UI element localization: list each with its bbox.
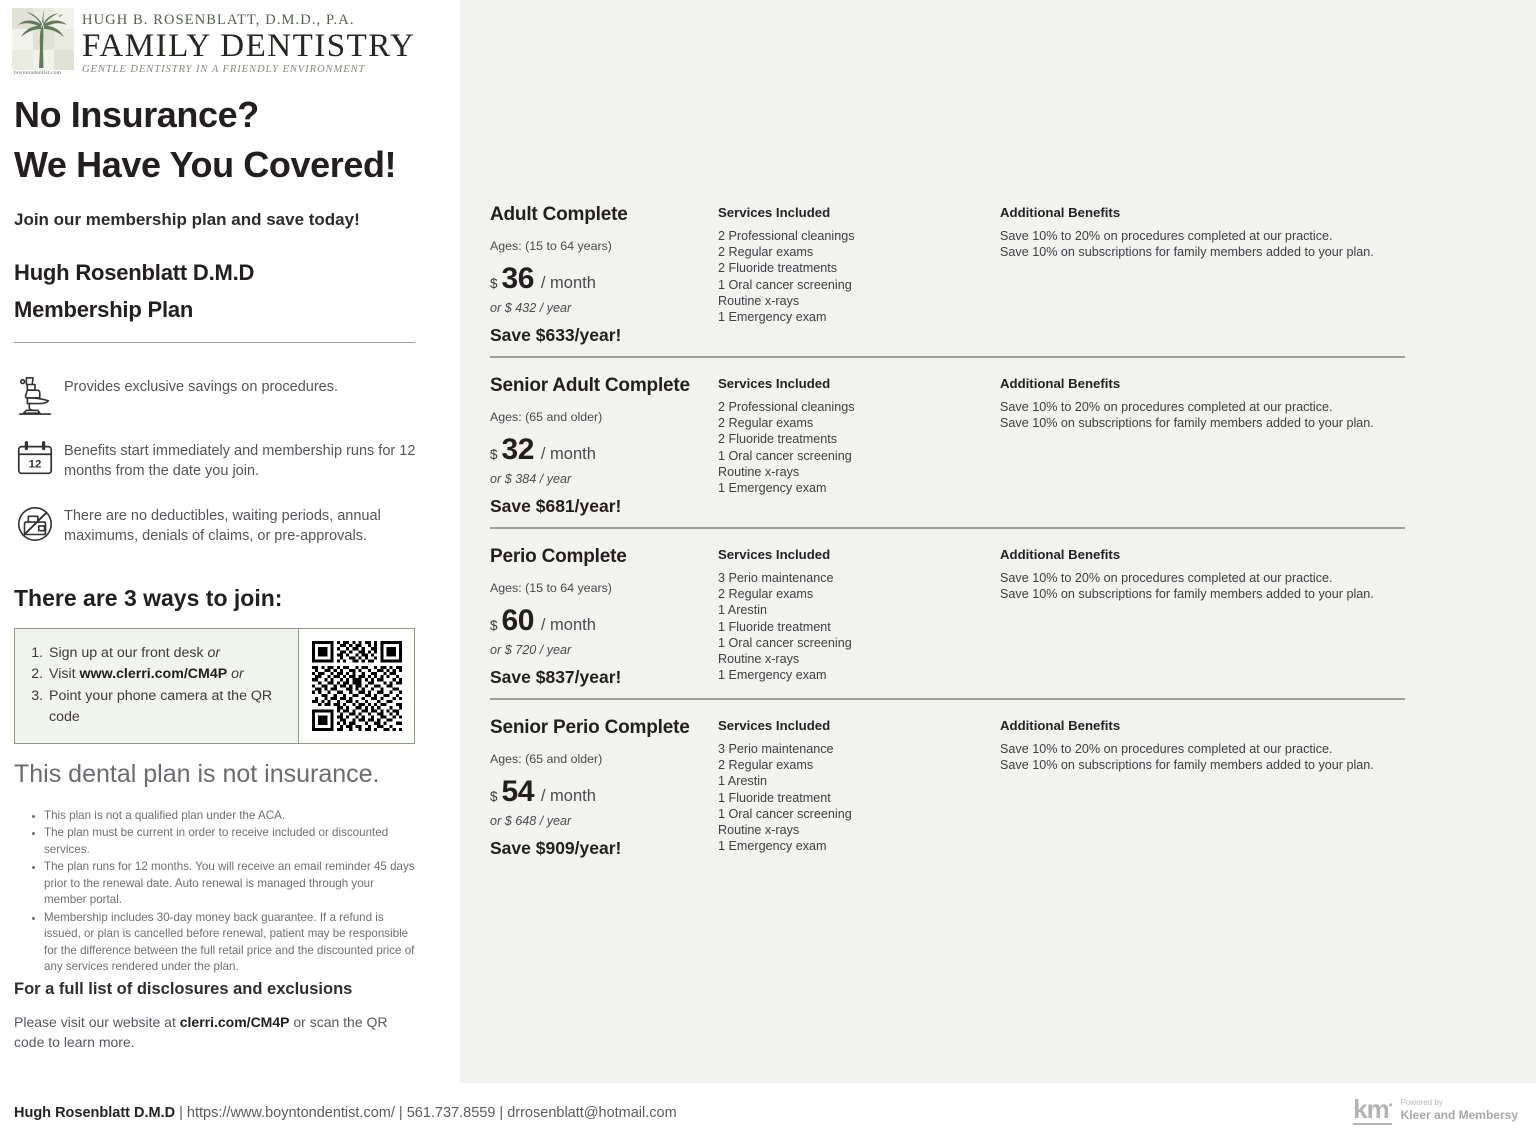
svg-text:12: 12 [28, 458, 42, 471]
service-item: 1 Fluoride treatment [718, 619, 831, 634]
disclaimer-bullet: • The plan must be current in order to receive included or discounted services. [44, 825, 418, 858]
currency-symbol: $ [490, 788, 498, 804]
left-column [0, 0, 460, 1083]
services-header: Services Included [718, 376, 831, 391]
dental-chair-icon [14, 372, 64, 416]
plan-savings: Save $681/year! [490, 495, 622, 516]
benefit-item: Save 10% on subscriptions for family members added to your plan. [1000, 587, 1374, 602]
benefit-item: Save 10% to 20% on procedures completed at our practice. [1000, 571, 1333, 585]
disclaimer-bullet: • The plan runs for 12 months. You will receive an email reminder 45 days prior to the renewal date. Auto renewal is managed through your member portal. [44, 859, 418, 908]
disclaimer-list [18, 808, 418, 977]
km-company-name: Kleer and Membersy [1400, 1107, 1518, 1122]
divider-under-plan-title [14, 342, 415, 343]
services-column [718, 718, 988, 855]
services-column [718, 205, 988, 325]
plans-panel-background [460, 0, 1536, 1083]
service-item: 1 Arestin [718, 603, 768, 618]
plan-yearly-price: or $ 648 / year [490, 813, 572, 828]
plan-name: Adult Complete [490, 204, 628, 225]
benefits-column [1000, 205, 1405, 260]
headline-line-2: We Have You Covered! [14, 144, 397, 185]
feature-list [14, 372, 424, 566]
ways-to-join-heading: There are 3 ways to join: [14, 585, 283, 611]
plan-name: Senior Perio Complete [490, 717, 690, 738]
plan-savings: Save $909/year! [490, 837, 622, 858]
plan-yearly-price: or $ 384 / year [490, 471, 572, 486]
service-item: Routine x-rays [718, 464, 800, 479]
plan-monthly-price: 36 [501, 261, 534, 295]
logo-family-dentistry: FAMILY DENTISTRY [82, 28, 416, 64]
service-item: 2 Regular exams [718, 587, 814, 602]
km-branding [1353, 1096, 1518, 1125]
feature-item [14, 436, 424, 481]
service-item: 2 Regular exams [718, 416, 814, 431]
service-item: 1 Oral cancer screening [718, 448, 852, 463]
feature-item [14, 501, 424, 546]
currency-symbol: $ [490, 617, 498, 633]
service-item: 2 Professional cleanings [718, 400, 855, 414]
plan-ages: Ages: (65 and older) [490, 751, 603, 766]
plan-savings: Save $837/year! [490, 666, 622, 687]
join-steps [15, 629, 298, 743]
practice-logo [12, 8, 415, 78]
plan-ages: Ages: (65 and older) [490, 409, 603, 424]
service-item: 1 Oral cancer screening [718, 635, 852, 650]
plan-price-row [490, 432, 705, 466]
plan-yearly-price: or $ 432 / year [490, 300, 572, 315]
feature-text: There are no deductibles, waiting periods, annual maximums, denials of claims, or pre-approvals. [64, 508, 381, 544]
service-item: 1 Oral cancer screening [718, 806, 852, 821]
benefit-item: Save 10% on subscriptions for family members added to your plan. [1000, 416, 1374, 431]
services-header: Services Included [718, 547, 831, 562]
join-step-3: 3. Point your phone camera at the QR code [47, 686, 298, 729]
service-item: 1 Arestin [718, 774, 768, 789]
plan-yearly-price: or $ 720 / year [490, 642, 572, 657]
plan-divider [490, 356, 1405, 358]
full-disclosures-heading: For a full list of disclosures and exclusions [14, 980, 353, 998]
feature-text: Benefits start immediately and membership runs for 12 months from the date you join. [64, 443, 416, 479]
benefit-item: Save 10% to 20% on procedures completed at our practice. [1000, 400, 1333, 414]
currency-symbol: $ [490, 275, 498, 291]
plan-monthly-price: 54 [501, 774, 534, 808]
service-item: 1 Emergency exam [718, 481, 827, 496]
service-item: 1 Emergency exam [718, 310, 827, 325]
service-item: 1 Emergency exam [718, 839, 827, 854]
service-item: 2 Fluoride treatments [718, 432, 837, 447]
logo-practice-name: HUGH B. ROSENBLATT, D.M.D., P.A. [82, 12, 355, 28]
footer-contact [14, 1105, 677, 1121]
calendar-12-icon [14, 436, 64, 480]
benefit-item: Save 10% to 20% on procedures completed at our practice. [1000, 229, 1333, 243]
palm-tree-logo-icon [12, 8, 74, 78]
benefit-item: Save 10% on subscriptions for family members added to your plan. [1000, 758, 1374, 773]
plan-ages: Ages: (15 to 64 years) [490, 580, 612, 595]
service-item: 3 Perio maintenance [718, 742, 834, 756]
benefit-item: Save 10% on subscriptions for family members added to your plan. [1000, 245, 1374, 260]
per-month-label: / month [540, 615, 596, 634]
plan-summary-column [490, 547, 705, 688]
plan-divider [490, 698, 1405, 700]
plan-savings: Save $633/year! [490, 324, 622, 345]
benefits-header: Additional Benefits [1000, 205, 1121, 220]
plan-price-row [490, 774, 705, 808]
qr-code-cell[interactable] [298, 629, 414, 743]
benefits-header: Additional Benefits [1000, 718, 1121, 733]
plan-price-row [490, 261, 705, 295]
feature-item [14, 372, 424, 416]
per-month-label: / month [540, 444, 596, 463]
no-claims-icon [14, 501, 64, 545]
per-month-label: / month [540, 273, 596, 292]
benefits-column [1000, 547, 1405, 602]
service-item: Routine x-rays [718, 293, 800, 308]
service-item: Routine x-rays [718, 652, 800, 667]
benefits-header: Additional Benefits [1000, 547, 1121, 562]
join-instructions-box [14, 628, 415, 744]
per-month-label: / month [540, 786, 596, 805]
plan-monthly-price: 60 [501, 603, 534, 637]
disclaimer-bullet: • This plan is not a qualified plan under the ACA. [44, 808, 418, 824]
services-header: Services Included [718, 718, 831, 733]
benefits-column [1000, 376, 1405, 431]
visit-post: or scan the QR code to learn more. [14, 1014, 388, 1051]
logo-website-text: boyntondentist.com [14, 70, 62, 76]
plan-monthly-price: 32 [501, 432, 534, 466]
plan-summary-column [490, 205, 705, 346]
qr-code-icon[interactable] [312, 641, 402, 731]
headline-line-1: No Insurance? [14, 94, 259, 135]
plan-name: Perio Complete [490, 546, 627, 567]
km-logo-icon: km• [1353, 1094, 1392, 1124]
visit-website-text [14, 1012, 414, 1053]
service-item: 2 Professional cleanings [718, 229, 855, 243]
benefits-column [1000, 718, 1405, 773]
km-powered-by: Powered by [1400, 1097, 1443, 1107]
service-item: 3 Perio maintenance [718, 571, 834, 585]
km-branding-text [1401, 1099, 1518, 1122]
visit-url[interactable]: clerri.com/CM4P [179, 1014, 290, 1030]
services-column [718, 376, 988, 496]
plan-ages: Ages: (15 to 64 years) [490, 238, 612, 253]
feature-text: Provides exclusive savings on procedures. [64, 379, 339, 395]
service-item: Routine x-rays [718, 823, 800, 838]
subheadline: Join our membership plan and save today! [14, 210, 360, 229]
services-column [718, 547, 988, 684]
benefits-header: Additional Benefits [1000, 376, 1121, 391]
plan-title-line-2: Membership Plan [14, 297, 194, 322]
plan-price-row [490, 603, 705, 637]
services-header: Services Included [718, 205, 831, 220]
disclaimer-bullet: • Membership includes 30-day money back guarantee. If a refund is issued, or plan is cancelled before renewal, patient may be responsible for the difference between the full retail price and the discounted price of any services rendered under the plan. [44, 910, 418, 976]
service-item: 1 Fluoride treatment [718, 790, 831, 805]
currency-symbol: $ [490, 446, 498, 462]
plan-summary-column [490, 376, 705, 517]
plan-title-line-1: Hugh Rosenblatt D.M.D [14, 260, 255, 285]
plan-divider [490, 527, 1405, 529]
footer-doctor-name: Hugh Rosenblatt D.M.D [14, 1105, 176, 1121]
service-item: 1 Oral cancer screening [718, 277, 852, 292]
service-item: 1 Emergency exam [718, 668, 827, 683]
service-item: 2 Fluoride treatments [718, 261, 837, 276]
plan-name: Senior Adult Complete [490, 375, 690, 396]
plan-summary-column [490, 718, 705, 859]
logo-tagline: GENTLE DENTISTRY IN A FRIENDLY ENVIRONMENT [82, 63, 366, 75]
visit-pre: Please visit our website at [14, 1014, 180, 1030]
not-insurance-heading: This dental plan is not insurance. [14, 760, 380, 788]
service-item: 2 Regular exams [718, 245, 814, 260]
benefit-item: Save 10% to 20% on procedures completed at our practice. [1000, 742, 1333, 756]
service-item: 2 Regular exams [718, 758, 814, 773]
join-step-1: 1. Sign up at our front desk or [47, 643, 298, 664]
footer-contact-details: | https://www.boyntondentist.com/ | 561.737.8559 | drrosenblatt@hotmail.com [175, 1105, 677, 1121]
join-step-2[interactable]: 2. Visit www.clerri.com/CM4P or [47, 664, 298, 685]
